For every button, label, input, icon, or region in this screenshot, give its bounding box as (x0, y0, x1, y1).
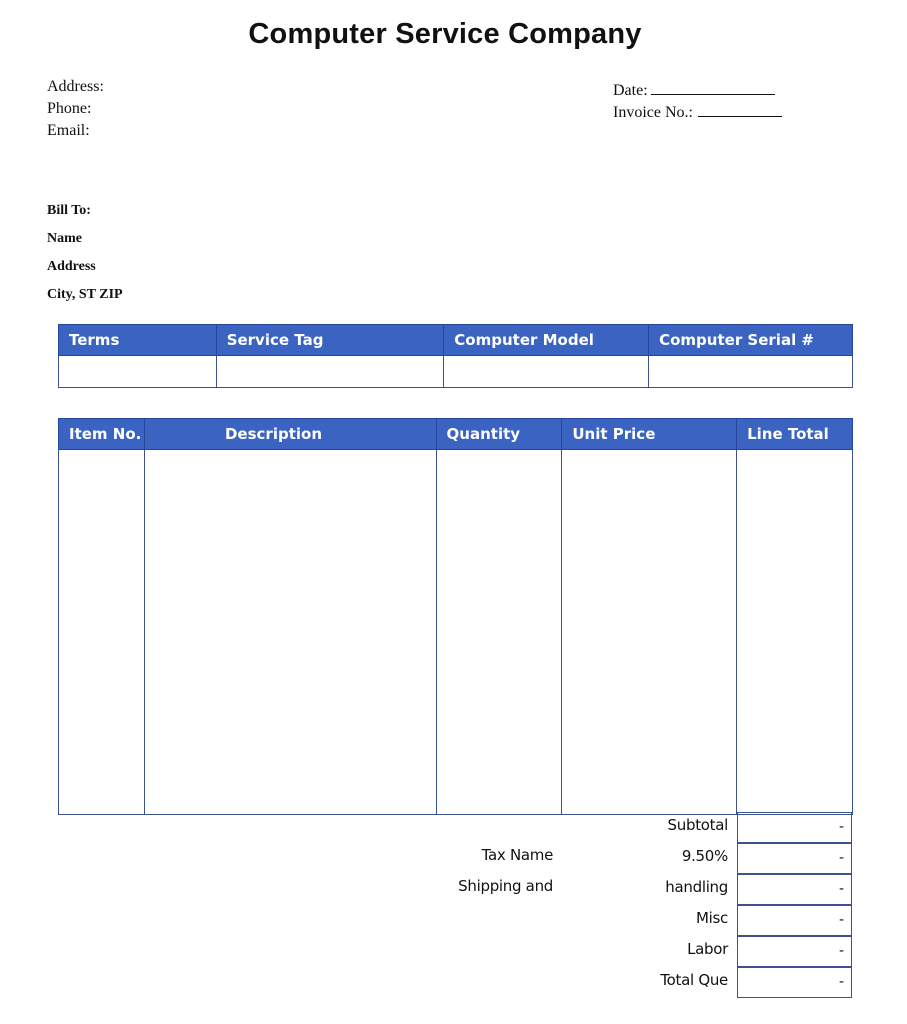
email-label: Email: (47, 122, 90, 139)
bill-to-name: Name (47, 231, 82, 246)
bill-to-heading: Bill To: (47, 203, 91, 218)
service-info-table (58, 324, 853, 388)
header-line-total: Line Total (737, 419, 853, 450)
company-title: Computer Service Company (248, 18, 642, 50)
computer-model-cell[interactable] (444, 356, 649, 388)
quantity-cell[interactable] (436, 450, 562, 815)
bill-to-block (47, 197, 123, 309)
invoice-meta (613, 80, 782, 124)
invoice-no-label: Invoice No.: (613, 104, 693, 121)
phone-label: Phone: (47, 100, 92, 117)
table-row (59, 356, 853, 388)
tax-rate-label: 9.50% (681, 847, 728, 865)
description-cell[interactable] (144, 450, 436, 815)
header-service-tag: Service Tag (216, 325, 444, 356)
date-field[interactable] (651, 81, 775, 95)
header-terms: Terms (59, 325, 217, 356)
misc-value[interactable]: - (737, 905, 852, 936)
shipping-value[interactable]: - (737, 874, 852, 905)
terms-cell[interactable] (59, 356, 217, 388)
computer-serial-cell[interactable] (649, 356, 853, 388)
header-quantity: Quantity (436, 419, 562, 450)
labor-label: Labor (687, 940, 728, 958)
shipping-label: Shipping and (458, 877, 553, 895)
header-item-no: Item No. (59, 419, 145, 450)
total-due-label: Total Que (660, 971, 728, 989)
contact-block (47, 76, 104, 142)
subtotal-label: Subtotal (667, 816, 728, 834)
header-computer-model: Computer Model (444, 325, 649, 356)
table-row (59, 450, 853, 815)
line-items-table (58, 418, 853, 815)
total-due-value[interactable]: - (737, 967, 852, 998)
handling-label: handling (665, 878, 728, 896)
line-total-cell[interactable] (737, 450, 853, 815)
header-description: Description (144, 419, 436, 450)
unit-price-cell[interactable] (562, 450, 737, 815)
invoice-no-field[interactable] (698, 103, 782, 117)
header-computer-serial: Computer Serial # (649, 325, 853, 356)
date-label: Date: (613, 82, 648, 99)
address-label: Address: (47, 78, 104, 95)
bill-to-city: City, ST ZIP (47, 287, 123, 302)
item-no-cell[interactable] (59, 450, 145, 815)
subtotal-value[interactable]: - (737, 812, 852, 843)
service-tag-cell[interactable] (216, 356, 444, 388)
bill-to-address: Address (47, 259, 96, 274)
tax-value[interactable]: - (737, 843, 852, 874)
header-unit-price: Unit Price (562, 419, 737, 450)
tax-name-label: Tax Name (481, 846, 553, 864)
misc-label: Misc (696, 909, 728, 927)
labor-value[interactable]: - (737, 936, 852, 967)
